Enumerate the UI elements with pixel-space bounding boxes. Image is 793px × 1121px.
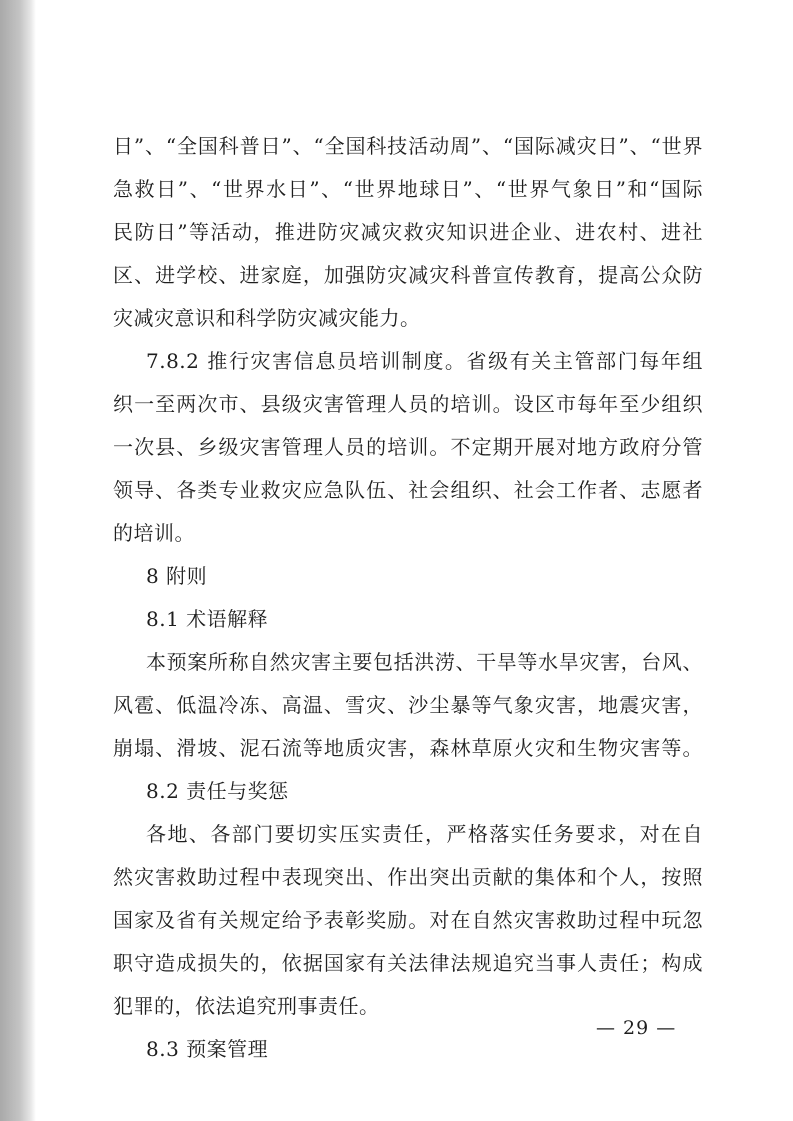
paragraph-first-line: 本预案所称自然灾害主要包括洪涝、干旱等水旱灾害，台风、 bbox=[146, 650, 703, 674]
paragraph-first-line: 7.8.2 推行灾害信息员培训制度。省级有关主管部门每年组 bbox=[146, 349, 703, 373]
paragraph-line: 风雹、低温冷冻、高温、雪灾、沙尘暴等气象灾害，地震灾害， bbox=[113, 693, 703, 717]
subsection-heading: 8.3 预案管理 bbox=[146, 1037, 269, 1061]
paragraph-line: 职守造成损失的，依据国家有关法律法规追究当事人责任；构成 bbox=[113, 951, 703, 975]
section-heading: 8 附则 bbox=[146, 564, 208, 588]
paragraph-line: 国家及省有关规定给予表彰奖励。对在自然灾害救助过程中玩忽 bbox=[113, 908, 703, 932]
paragraph-line: 的培训。 bbox=[113, 521, 195, 545]
paragraph-line: 日”、“全国科普日”、“全国科技活动周”、“国际减灾日”、“世界 bbox=[113, 134, 703, 158]
paragraph-line: 民防日”等活动，推进防灾减灾救灾知识进企业、进农村、进社 bbox=[113, 220, 703, 244]
paragraph-first-line: 各地、各部门要切实压实责任，严格落实任务要求，对在自 bbox=[146, 822, 703, 846]
subsection-heading: 8.2 责任与奖惩 bbox=[146, 779, 289, 803]
page-number: — 29 — bbox=[596, 1017, 677, 1039]
paragraph-line: 急救日”、“世界水日”、“世界地球日”、“世界气象日”和“国际 bbox=[113, 177, 703, 201]
paragraph-line: 区、进学校、进家庭，加强防灾减灾科普宣传教育，提高公众防 bbox=[113, 263, 703, 287]
paragraph-line: 犯罪的，依法追究刑事责任。 bbox=[113, 994, 380, 1018]
paragraph-line: 领导、各类专业救灾应急队伍、社会组织、社会工作者、志愿者 bbox=[113, 478, 703, 502]
paragraph-line: 崩塌、滑坡、泥石流等地质灾害，森林草原火灾和生物灾害等。 bbox=[113, 736, 703, 760]
paragraph-line: 然灾害救助过程中表现突出、作出突出贡献的集体和个人，按照 bbox=[113, 865, 703, 889]
subsection-heading: 8.1 术语解释 bbox=[146, 607, 269, 631]
paragraph-line: 一次县、乡级灾害管理人员的培训。不定期开展对地方政府分管 bbox=[113, 435, 703, 459]
paragraph-line: 灾减灾意识和科学防灾减灾能力。 bbox=[113, 306, 421, 330]
paragraph-line: 织一至两次市、县级灾害管理人员的培训。设区市每年至少组织 bbox=[113, 392, 703, 416]
